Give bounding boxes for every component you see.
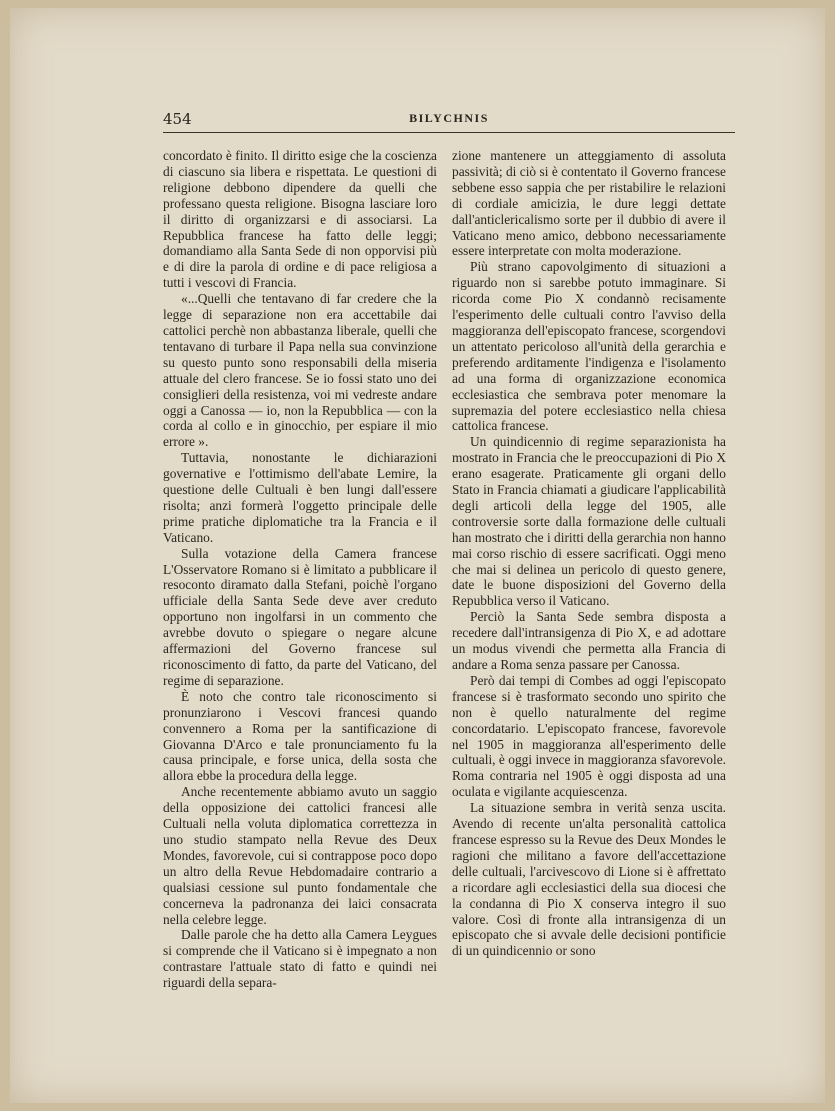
right-column — [452, 148, 726, 959]
paragraph: Un quindicennio di regime separazionista ha mostrato in Francia che le preoccupazioni di Pio X erano esagerate. Praticamente gli organi dello Stato in Francia chiamati a giudicare l'applicabilità degli articoli della legge del 1905, alle controversie sorte dalla formazione delle cultuali han mostrato che i diritti della gerarchia non hanno mai corso rischio di essere sacrificati. Oggi meno che mai si delinea un pericolo di questo genere, date le buone disposizioni del Governo della Repubblica verso il Vaticano. — [452, 434, 726, 609]
paragraph: Dalle parole che ha detto alla Camera Leygues si comprende che il Vaticano si è impegnato a non contrastare l'attuale stato di fatto e quindi nei riguardi della separa- — [163, 927, 437, 991]
paragraph: Però dai tempi di Combes ad oggi l'episcopato francese si è trasformato secondo uno spirito che non è quello naturalmente del regime concordatario. L'episcopato francese, favorevole nel 1905 in maggioranza all'esperimento delle cultuali, è oggi invece in maggioranza sfavorevole. Roma contraria nel 1905 è oggi disposta ad una oculata e vigilante acquiescenza. — [452, 672, 726, 800]
paragraph: Più strano capovolgimento di situazioni a riguardo non si sarebbe potuto immaginare. Si ricorda come Pio X condannò recisamente l'esperimento delle cultuali contro l'avviso della maggioranza dell'episcopato francese, scorgendovi un attentato pericoloso all'unità della gerarchia e preferendo arditamente l'indigenza e l'isolamento ad una forma di organizzazione economica ecclesiastica che sembrava poter menomare la supremazia del potere ecclesiastico nella chiesa cattolica francese. — [452, 259, 726, 434]
paragraph: concordato è finito. Il diritto esige che la coscienza di ciascuno sia libera e rispettata. Le questioni di religione debbono dipendere da quelli che professano questa religione. Bisogna lasciare loro il diritto di organizzarsi e di associarsi. La Repubblica francese ha fatto delle leggi; domandiamo alla Santa Sede di non opporvisi più e di dire la parola di ordine e di pace religiosa a tutti i vescovi di Francia. — [163, 148, 437, 291]
running-header — [163, 108, 735, 133]
paragraph: Sulla votazione della Camera francese L'Osservatore Romano si è limitato a pubblicare il resoconto diramato dalla Stefani, poichè l'organo ufficiale della Santa Sede deve aver creduto opportuno non ingolfarsi in un commento che avrebbe dovuto o spiegare o negare alcune affermazioni del Governo francese sul riconoscimento di fatto, da parte del Vaticano, del regime di separazione. — [163, 545, 437, 688]
paragraph: Tuttavia, nonostante le dichiarazioni governative e l'ottimismo dell'abate Lemire, la questione delle Cultuali è ben lungi dall'essere risolta; anzi formerà l'oggetto principale delle prime pratiche diplomatiche tra la Francia e il Vaticano. — [163, 450, 437, 545]
page-number: 454 — [163, 110, 192, 128]
paragraph: La situazione sembra in verità senza uscita. Avendo di recente un'alta personalità cattolica francese espresso su la Revue des Deux Mondes le ragioni che militano a favore dell'accettazione delle cultuali, l'arcivescovo di Lione si è affrettato a ricordare agli ecclesiastici della sua diocesi che la condanna di Pio X conserva integro il suo valore. Così di fronte alla intransigenza di un episcopato che si avvale delle decisioni pontificie di un quindicennio or sono — [452, 800, 726, 959]
paragraph: «...Quelli che tentavano di far credere che la legge di separazione non era accettabile dai cattolici perchè non abbastanza liberale, quelli che tentavano di turbare il Papa nella sua convinzione su questo punto sono responsabili della miseria attuale del clero francese. Se io fossi stato uno dei consiglieri della resistenza, voi mi vedreste andare oggi a Canossa — io, non la Repubblica — con la corda al collo e in ginocchio, per espiare il mio errore ». — [163, 291, 437, 450]
paragraph: Perciò la Santa Sede sembra disposta a recedere dall'intransigenza di Pio X, e ad adottare un modus vivendi che permetta alla Francia di andare a Roma senza passare per Canossa. — [452, 609, 726, 672]
paragraph: Anche recentemente abbiamo avuto un saggio della opposizione dei cattolici francesi alle Cultuali nella voluta diplomatica correttezza in uno studio stampato nella Revue des Deux Mondes, favorevole, cui si contrappose poco dopo un altro della Revue Hebdomadaire contrario a qualsiasi cessione sul punto fondamentale che concerneva la padronanza dei laici consacrata nella celebre legge. — [163, 784, 437, 927]
paragraph: zione mantenere un atteggiamento di assoluta passività; di ciò si è contentato il Governo francese sebbene esso sappia che per ristabilire le relazioni di cordiale amicizia, le dure leggi dettate dall'anticlericalismo sorte per il dubbio di avere il Vaticano meno amico, debbono necessariamente essere interpretate con molta moderazione. — [452, 148, 726, 259]
left-column — [163, 148, 437, 991]
journal-title: BILYCHNIS — [409, 111, 489, 125]
paragraph: È noto che contro tale riconoscimento si pronunziarono i Vescovi francesi quando convennero a Roma per la santificazione di Giovanna D'Arco e tale pronunciamento fu la causa principale, e forse unica, della sosta che allora ebbe la procedura della legge. — [163, 688, 437, 784]
